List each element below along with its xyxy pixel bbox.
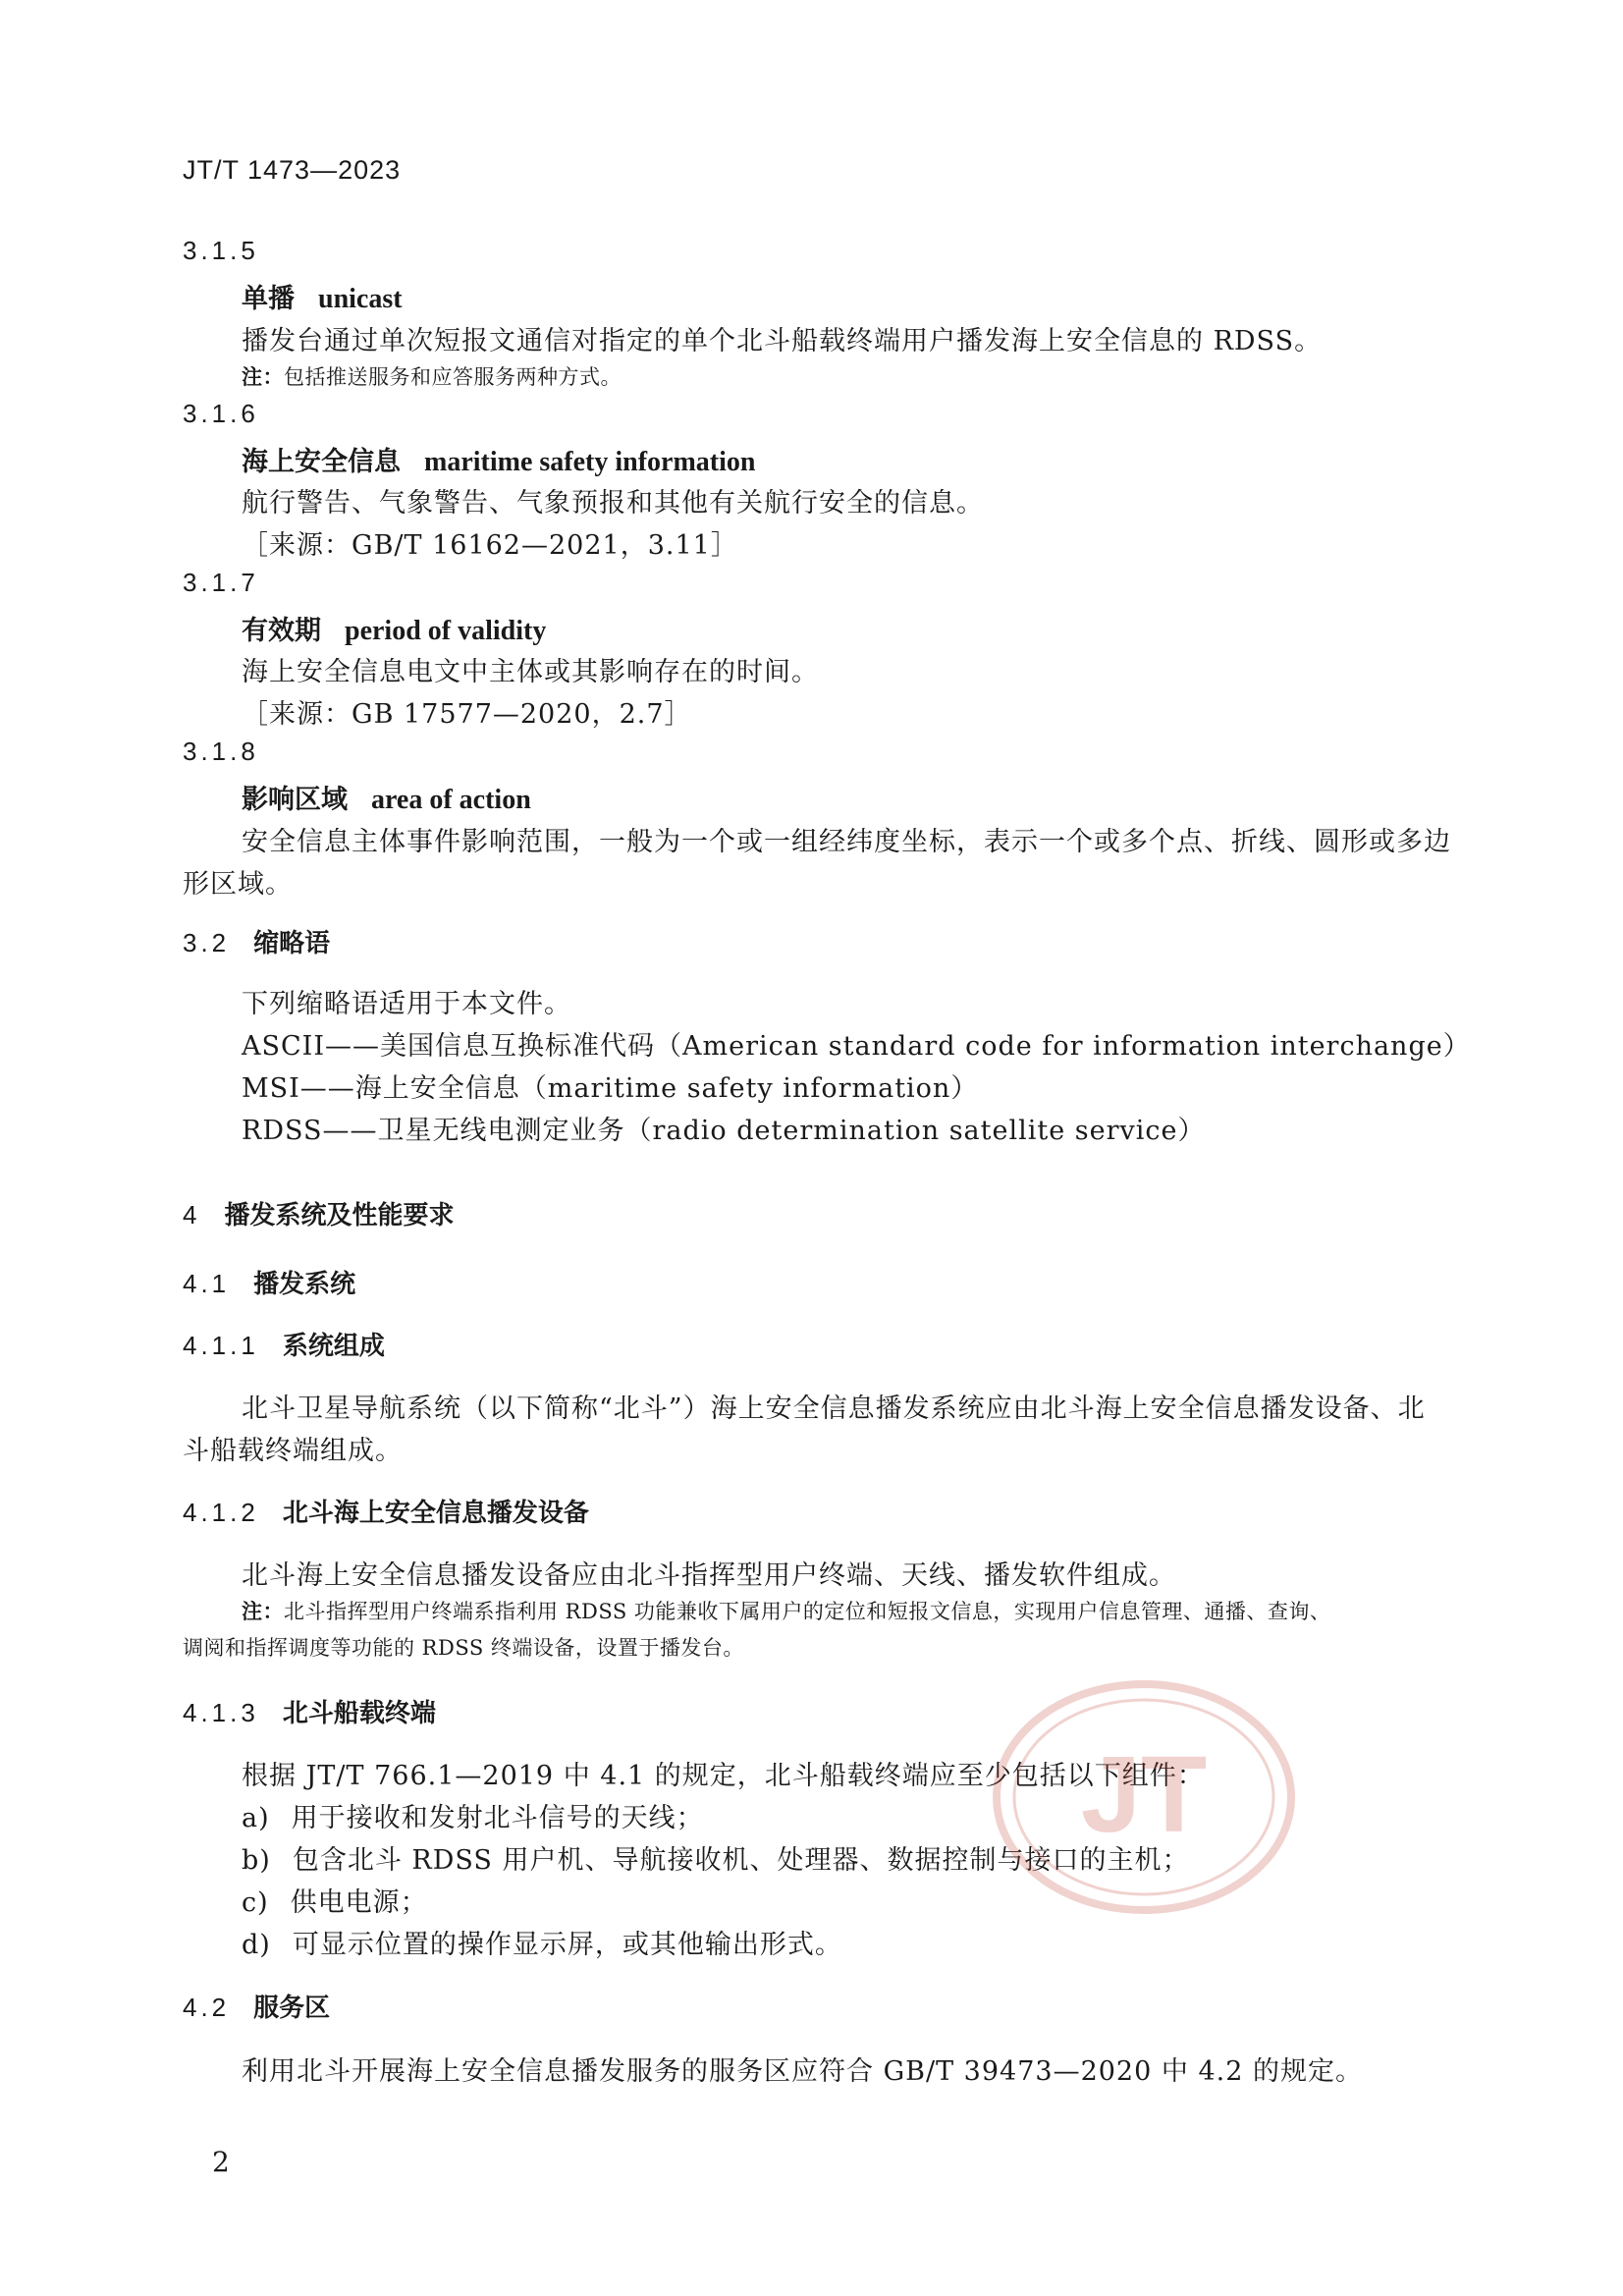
subsection-number: 4.1.3 bbox=[183, 1698, 259, 1727]
term-definition: 航行警告、气象警告、气象预报和其他有关航行安全的信息。 bbox=[242, 488, 984, 519]
list-marker: d) bbox=[242, 1930, 271, 1960]
term-english: area of action bbox=[371, 785, 531, 815]
term-definition: 播发台通过单次短报文通信对指定的单个北斗船载终端用户播发海上安全信息的 RDSS。 bbox=[242, 326, 1323, 356]
chapter-heading bbox=[183, 1195, 454, 1231]
clause-number: 3.1.8 bbox=[183, 737, 259, 766]
note-label: 注： bbox=[242, 1600, 284, 1623]
term-chinese: 单播 bbox=[242, 284, 295, 314]
subsection-heading bbox=[183, 1326, 385, 1362]
term-source: ［来源：GB 17577—2020，2.7］ bbox=[242, 699, 692, 730]
term-heading bbox=[242, 609, 546, 647]
chapter-title: 播发系统及性能要求 bbox=[224, 1201, 455, 1230]
paragraph: 利用北斗开展海上安全信息播发服务的服务区应符合 GB/T 39473—2020 中 4.2 的规定。 bbox=[242, 2056, 1363, 2087]
list-marker: b) bbox=[242, 1845, 271, 1876]
section-number: 4.2 bbox=[183, 1993, 231, 2022]
abbreviation-item: MSI——海上安全信息（maritime safety information） bbox=[242, 1073, 979, 1104]
section-title: 服务区 bbox=[253, 1994, 331, 2023]
clause-number: 3.1.5 bbox=[183, 236, 259, 265]
section-heading bbox=[183, 1988, 330, 2024]
page-number: 2 bbox=[212, 2146, 230, 2178]
note-text: 北斗指挥型用户终端系指利用 RDSS 功能兼收下属用户的定位和短报文信息，实现用户信息管理、通播、查询、 bbox=[284, 1600, 1331, 1623]
term-chinese: 影响区域 bbox=[242, 785, 348, 815]
term-chinese: 海上安全信息 bbox=[242, 447, 401, 477]
subsection-heading bbox=[183, 1493, 589, 1529]
term-chinese: 有效期 bbox=[242, 616, 321, 646]
list-marker: a) bbox=[242, 1803, 270, 1833]
paragraph: 北斗海上安全信息播发设备应由北斗指挥型用户终端、天线、播发软件组成。 bbox=[242, 1560, 1176, 1591]
note bbox=[242, 1596, 1330, 1625]
list-text: 可显示位置的操作显示屏，或其他输出形式。 bbox=[292, 1930, 842, 1960]
paragraph: 下列缩略语适用于本文件。 bbox=[242, 989, 571, 1019]
subsection-title: 北斗船载终端 bbox=[282, 1699, 436, 1728]
section-heading bbox=[183, 923, 330, 959]
list-text: 供电电源； bbox=[290, 1887, 428, 1918]
clause-number: 3.1.7 bbox=[183, 568, 259, 597]
list-marker: c) bbox=[242, 1887, 269, 1918]
subsection-heading bbox=[183, 1693, 436, 1729]
list-item bbox=[242, 1923, 842, 1961]
section-number: 3.2 bbox=[183, 928, 231, 957]
subsection-number: 4.1.2 bbox=[183, 1498, 259, 1527]
note-cont: 调阅和指挥调度等功能的 RDSS 终端设备，设置于播发台。 bbox=[183, 1636, 744, 1660]
paragraph-cont: 斗船载终端组成。 bbox=[183, 1436, 403, 1466]
paragraph: 北斗卫星导航系统（以下简称“北斗”）海上安全信息播发系统应由北斗海上安全信息播发设备、北 bbox=[242, 1394, 1426, 1424]
section-title: 播发系统 bbox=[253, 1270, 356, 1299]
term-source: ［来源：GB/T 16162—2021，3.11］ bbox=[242, 530, 738, 561]
subsection-number: 4.1.1 bbox=[183, 1331, 259, 1360]
note bbox=[242, 361, 622, 391]
term-english: period of validity bbox=[345, 616, 547, 646]
term-heading bbox=[242, 440, 755, 478]
note-text: 包括推送服务和应答服务两种方式。 bbox=[284, 365, 622, 389]
section-heading bbox=[183, 1264, 355, 1300]
term-heading bbox=[242, 778, 531, 816]
term-definition: 海上安全信息电文中主体或其影响存在的时间。 bbox=[242, 657, 819, 687]
term-definition: 安全信息主体事件影响范围，一般为一个或一组经纬度坐标，表示一个或多个点、折线、圆形或多边 bbox=[242, 827, 1451, 857]
term-english: maritime safety information bbox=[424, 447, 756, 477]
list-item bbox=[242, 1796, 704, 1834]
note-label: 注： bbox=[242, 365, 284, 389]
subsection-title: 系统组成 bbox=[282, 1332, 385, 1361]
paragraph: 根据 JT/T 766.1—2019 中 4.1 的规定，北斗船载终端应至少包括以下组件： bbox=[242, 1761, 1205, 1791]
chapter-number: 4 bbox=[183, 1200, 201, 1230]
term-heading bbox=[242, 277, 403, 315]
list-item bbox=[242, 1881, 428, 1919]
abbreviation-item: RDSS——卫星无线电测定业务（radio determination satellite service） bbox=[242, 1116, 1206, 1146]
document-header-id: JT/T 1473—2023 bbox=[183, 155, 402, 185]
section-title: 缩略语 bbox=[253, 929, 331, 958]
abbreviation-item: ASCII——美国信息互换标准代码（American standard code for information interchange） bbox=[242, 1031, 1471, 1062]
section-number: 4.1 bbox=[183, 1269, 231, 1298]
watermark-text: JT bbox=[1080, 1734, 1208, 1855]
list-text: 包含北斗 RDSS 用户机、导航接收机、处理器、数据控制与接口的主机； bbox=[292, 1845, 1190, 1876]
subsection-title: 北斗海上安全信息播发设备 bbox=[282, 1499, 589, 1528]
term-definition-cont: 形区域。 bbox=[183, 869, 293, 900]
jt-watermark-logo bbox=[982, 1669, 1306, 1925]
term-english: unicast bbox=[318, 284, 403, 314]
clause-number: 3.1.6 bbox=[183, 399, 259, 428]
list-text: 用于接收和发射北斗信号的天线； bbox=[291, 1803, 704, 1833]
